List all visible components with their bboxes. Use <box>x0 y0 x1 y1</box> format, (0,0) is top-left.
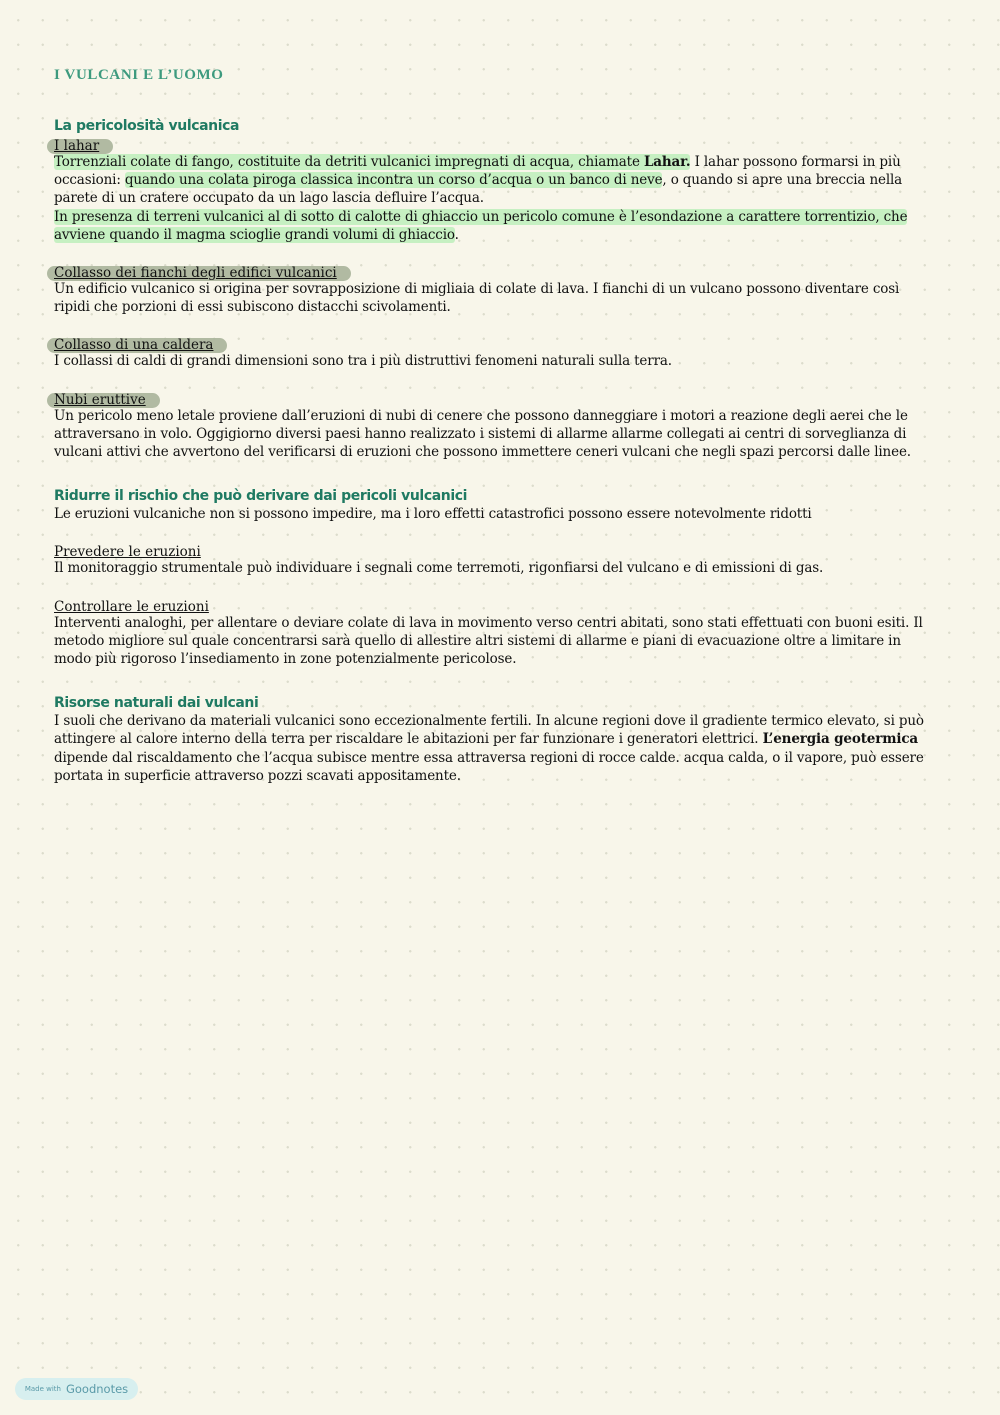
paragraph-lahar: Torrenziali colate di fango, costituite da detriti vulcanici impregnati di acqua, chiamate Lahar. I lahar possono formarsi in più occasioni: quando una colata piroga classica incontra un corso d’acqua o un banco di neve, o quando si apre una breccia nella parete di un cratere occupato da un lago lascia defluire l’acqua. In presenza di terreni vulcanici al di sotto di calotte di ghiaccio un pericolo comune è l’esondazione a carattere torrentizio, che avviene quando il magma scioglie grandi volumi di ghiaccio. <box>54 154 908 243</box>
paragraph-collasso-caldera: I collassi di caldi di grandi dimensioni sono tra i più distruttivi fenomeni naturali sulla terra. <box>54 353 672 370</box>
highlight-lahar-cause: quando una colata piroga classica incontra un corso d’acqua o un banco di neve <box>124 172 663 189</box>
paragraph-collasso-fianchi: Un edificio vulcanico si origina per sovrapposizione di migliaia di colate di lava. I fianchi di un vulcano possono diventare così ripidi che porzioni di essi subiscono distacchi scivolamenti. <box>54 281 900 316</box>
highlight-lahar-definition: Torrenziali colate di fango, costituite da detriti vulcanici impregnati di acqua, chiamate Lahar. <box>54 154 691 170</box>
term-lahar: Lahar. <box>643 154 691 170</box>
subheading-nubi-eruttive: Nubi eruttive <box>54 391 160 409</box>
paragraph-prevedere: Il monitoraggio strumentale può individuare i segnali come terremoti, rigonfiarsi del vulcano e di emissioni di gas. <box>54 560 824 577</box>
subheading-collasso-fianchi: Collasso dei fianchi degli edifici vulcanici <box>54 264 351 282</box>
subheading-collasso-caldera: Collasso di una caldera <box>54 336 227 354</box>
subheading-controllare: Controllare le eruzioni <box>54 598 209 615</box>
highlight-lahar-ice: In presenza di terreni vulcanici al di sotto di calotte di ghiaccio un pericolo comune è l’esondazione a carattere torrentizio, che avviene quando il magma scioglie grandi volumi di ghiaccio <box>54 208 908 243</box>
paragraph-nubi-eruttive: Un pericolo meno letale proviene dall’eruzioni di nubi di cenere che possono danneggiare i motori a reazione degli aerei che le attraversano in volo. Oggigiorno diversi paesi hanno realizzato i sistemi di allarme allarme collegati ai centri di sorveglianza di vulcani attivi che avvertono del verificarsi di eruzioni che possono immettere ceneri vulcani che negli spazi percorsi dalle linee. <box>54 407 911 461</box>
goodnotes-badge <box>15 1378 138 1400</box>
subheading-lahar: I lahar <box>54 137 113 155</box>
section-title-pericolosita: La pericolosità vulcanica <box>54 118 240 134</box>
term-energia-geotermica: L’energia geotermica <box>762 731 918 748</box>
badge-made-with: Made with <box>24 1385 61 1393</box>
paragraph-controllare: Interventi analoghi, per allentare o deviare colate di lava in movimento verso centri abitati, sono stati effettuati con buoni esiti. Il metodo migliore sul quale concentrarsi sarà quello di allestire altri sistemi di allarme e piani di evacuazione oltre a limitare in modo più rigoroso l’insediamento in zone potenzialmente pericolose. <box>54 614 923 668</box>
section-title-rischio: Ridurre il rischio che può derivare dai pericoli vulcanici <box>54 488 468 505</box>
document-title: I VULCANI E L’UOMO <box>54 67 224 83</box>
paragraph-rischio-intro: Le eruzioni vulcaniche non si possono impedire, ma i loro effetti catastrofici possono essere notevolmente ridotti <box>54 506 812 523</box>
notes-page <box>54 64 934 785</box>
section-title-risorse: Risorse naturali dai vulcani <box>54 695 259 712</box>
paragraph-risorse: I suoli che derivano da materiali vulcanici sono eccezionalmente fertili. In alcune regioni dove il gradiente termico elevato, si può attingere al calore interno della terra per riscaldare le abitazioni per far funzionare i generatori elettrici. L’energia geotermica dipende dal riscaldamento che l’acqua subisce mentre essa attraversa regioni di rocce calde. acqua calda, o il vapore, può essere portata in superficie attraverso pozzi scavati appositamente. <box>54 713 924 784</box>
subheading-prevedere: Prevedere le eruzioni <box>54 544 201 561</box>
badge-brand: Goodnotes <box>65 1382 129 1396</box>
